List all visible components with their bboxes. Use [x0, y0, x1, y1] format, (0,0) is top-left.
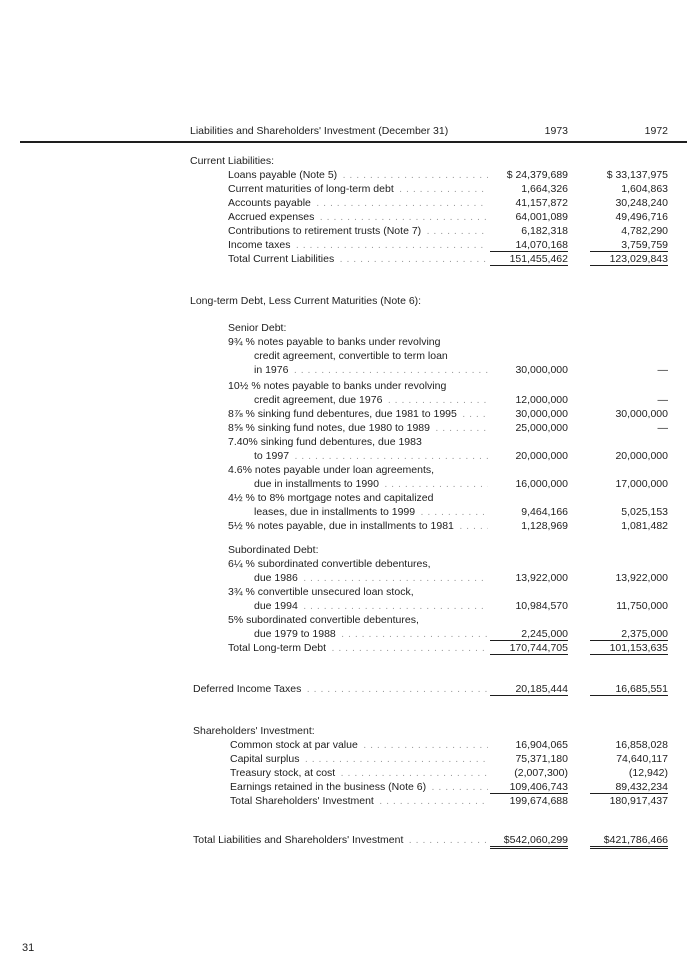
value-1972: (12,942): [628, 767, 668, 779]
page-number: 31: [22, 942, 35, 954]
statement-row: [0, 628, 687, 640]
value-1973: 16,000,000: [515, 478, 568, 490]
row-label: Deferred Income Taxes: [193, 683, 302, 695]
value-1972: 13,922,000: [615, 572, 668, 584]
value-1973: 10,984,570: [515, 600, 568, 612]
row-label: 5% subordinated convertible debentures,: [228, 614, 419, 626]
value-1973: 151,455,462: [490, 253, 568, 266]
statement-row: [0, 394, 687, 406]
row-label: Income taxes: [228, 239, 291, 251]
row-label: Contributions to retirement trusts (Note 7): [228, 225, 422, 237]
deferred-taxes-row: [0, 683, 687, 695]
value-1972: 1,604,863: [621, 183, 668, 195]
value-1973: (2,007,300): [514, 767, 568, 779]
value-1972: —: [657, 364, 668, 376]
value-1972: 16,858,028: [615, 739, 668, 751]
statement-row: [0, 422, 687, 434]
statement-row: [0, 169, 687, 181]
statement-row: [0, 558, 687, 570]
value-1973: 1,128,969: [521, 520, 568, 532]
value-1972: 74,640,117: [616, 753, 668, 765]
statement-row: [0, 408, 687, 420]
section-current-liabilities: Current Liabilities:: [190, 155, 275, 167]
row-label: Total Shareholders' Investment: [230, 795, 374, 807]
statement-row: [0, 478, 687, 490]
value-1973: $542,060,299: [490, 834, 568, 849]
value-1973: 25,000,000: [515, 422, 568, 434]
subsection-subordinated-debt: Subordinated Debt:: [228, 544, 319, 556]
statement-row: [0, 380, 687, 392]
value-1972: 101,153,635: [590, 642, 668, 655]
row-label: Capital surplus: [230, 753, 300, 765]
row-label: 3¾ % convertible unsecured loan stock,: [228, 586, 414, 598]
row-label: 8⅝ % sinking fund notes, due 1980 to 1989: [228, 422, 430, 434]
row-label: 4.6% notes payable under loan agreements,: [228, 464, 435, 476]
total-row: [0, 253, 687, 265]
row-label: Earnings retained in the business (Note 6): [230, 781, 427, 793]
row-label: due 1986: [254, 572, 298, 584]
value-1973: 9,464,166: [521, 506, 568, 518]
value-1972: 30,000,000: [615, 408, 668, 420]
row-label: to 1997: [254, 450, 290, 462]
row-label: Loans payable (Note 5): [228, 169, 338, 181]
statement-row: [0, 739, 687, 751]
value-1972: 180,917,437: [609, 795, 668, 807]
value-1972: 16,685,551: [590, 683, 668, 696]
row-label: 9¾ % notes payable to banks under revolving: [228, 336, 441, 348]
value-1972: 3,759,759: [590, 239, 668, 252]
statement-row: [0, 781, 687, 793]
column-header-1972: 1972: [644, 125, 668, 137]
value-1973: 14,070,168: [490, 239, 568, 252]
statement-row: [0, 183, 687, 195]
statement-row: [0, 336, 687, 348]
value-1972: 4,782,290: [621, 225, 668, 237]
total-row: [0, 795, 687, 807]
statement-row: [0, 464, 687, 476]
statement-row: [0, 600, 687, 612]
row-label: 6¼ % subordinated convertible debentures,: [228, 558, 431, 570]
value-1973: 2,245,000: [490, 628, 568, 641]
value-1972: —: [657, 422, 668, 434]
value-1973: 16,904,065: [515, 739, 568, 751]
value-1972: —: [657, 394, 668, 406]
statement-row: [0, 364, 687, 376]
row-label: Treasury stock, at cost: [230, 767, 336, 779]
row-label: due in installments to 1990: [254, 478, 379, 490]
row-label: due 1994: [254, 600, 298, 612]
row-label: 8⅞ % sinking fund debentures, due 1981 to 1995: [228, 408, 457, 420]
statement-row: [0, 225, 687, 237]
row-label: Common stock at par value: [230, 739, 358, 751]
value-1973: 12,000,000: [515, 394, 568, 406]
row-label: Accrued expenses: [228, 211, 315, 223]
row-label: Total Current Liabilities: [228, 253, 335, 265]
statement-row: [0, 767, 687, 779]
row-label: 5½ % notes payable, due in installments to 1981: [228, 520, 454, 532]
value-1972: $421,786,466: [590, 834, 668, 849]
value-1973: 30,000,000: [515, 408, 568, 420]
row-label: Current maturities of long-term debt: [228, 183, 394, 195]
statement-row: [0, 197, 687, 209]
value-1973: 1,664,326: [521, 183, 568, 195]
statement-row: [0, 436, 687, 448]
row-label: leases, due in installments to 1999: [254, 506, 416, 518]
value-1972: 49,496,716: [615, 211, 668, 223]
value-1973: 6,182,318: [521, 225, 568, 237]
grand-total-row: [0, 834, 687, 846]
statement-row: [0, 239, 687, 251]
row-label: due 1979 to 1988: [254, 628, 336, 640]
value-1973: 30,000,000: [515, 364, 568, 376]
value-1973: 20,185,444: [490, 683, 568, 696]
value-1973: $ 24,379,689: [506, 169, 568, 181]
statement-row: [0, 520, 687, 532]
statement-row: [0, 506, 687, 518]
row-label: Total Long-term Debt: [228, 642, 327, 654]
column-header-1973: 1973: [544, 125, 568, 137]
statement-row: [0, 450, 687, 462]
statement-row: [0, 211, 687, 223]
value-1972: 2,375,000: [590, 628, 668, 641]
statement-row: [0, 586, 687, 598]
value-1972: 5,025,153: [621, 506, 668, 518]
statement-row: [0, 350, 687, 362]
row-label: Total Liabilities and Shareholders' Investment: [193, 834, 404, 846]
value-1973: 109,406,743: [490, 781, 568, 794]
value-1973: 13,922,000: [515, 572, 568, 584]
row-label: 7.40% sinking fund debentures, due 1983: [228, 436, 422, 448]
value-1972: 30,248,240: [615, 197, 668, 209]
value-1973: 75,371,180: [515, 753, 568, 765]
row-label: credit agreement, due 1976: [254, 394, 383, 406]
value-1973: 20,000,000: [515, 450, 568, 462]
statement-row: [0, 614, 687, 626]
section-shareholders-investment: Shareholders' Investment:: [193, 725, 315, 737]
header-rule: [20, 141, 687, 143]
value-1972: 17,000,000: [615, 478, 668, 490]
value-1972: 123,029,843: [590, 253, 668, 266]
value-1973: 41,157,872: [515, 197, 568, 209]
value-1973: 170,744,705: [490, 642, 568, 655]
value-1973: 64,001,089: [515, 211, 568, 223]
value-1972: $ 33,137,975: [606, 169, 668, 181]
row-label: in 1976: [254, 364, 289, 376]
section-long-term-debt: Long-term Debt, Less Current Maturities (Note 6):: [190, 295, 422, 307]
value-1972: 1,081,482: [621, 520, 668, 532]
row-label: 10½ % notes payable to banks under revolving: [228, 380, 447, 392]
row-label: 4½ % to 8% mortgage notes and capitalized: [228, 492, 434, 504]
statement-row: [0, 753, 687, 765]
statement-row: [0, 572, 687, 584]
subsection-senior-debt: Senior Debt:: [228, 322, 287, 334]
row-label: Accounts payable: [228, 197, 311, 209]
total-row: [0, 642, 687, 654]
value-1972: 20,000,000: [615, 450, 668, 462]
value-1973: 199,674,688: [509, 795, 568, 807]
row-label: credit agreement, convertible to term loan: [254, 350, 448, 362]
table-header-label: Liabilities and Shareholders' Investment (December 31): [190, 125, 449, 137]
value-1972: 89,432,234: [590, 781, 668, 794]
value-1972: 11,750,000: [616, 600, 668, 612]
statement-row: [0, 492, 687, 504]
